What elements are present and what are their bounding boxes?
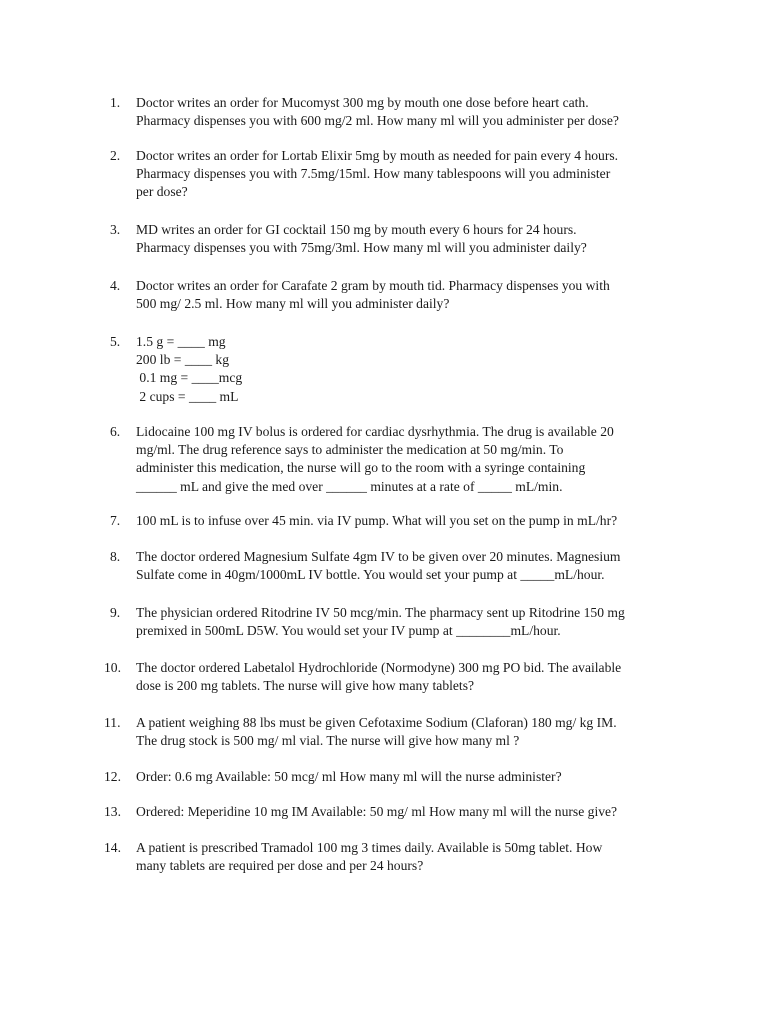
question-text: A patient weighing 88 lbs must be given Cefotaxime Sodium (Claforan) 180 mg/ kg IM. (136, 715, 617, 730)
question-text: dose is 200 mg tablets. The nurse will give how many tablets? (136, 678, 475, 694)
question-5 (110, 333, 710, 406)
question-text: The doctor ordered Labetalol Hydrochloride (Normodyne) 300 mg PO bid. The available (136, 660, 622, 675)
question-text: ______ mL and give the med over ______ minutes at a rate of _____ mL/min. (136, 478, 563, 494)
conversion-line: 1.5 g = ____ mg (136, 334, 226, 349)
question-number: 12. (104, 769, 121, 784)
question-14 (104, 839, 710, 875)
question-text: The drug stock is 500 mg/ ml vial. The nurse will give how many ml ? (136, 733, 520, 749)
question-4 (110, 277, 710, 313)
question-number: 3. (110, 222, 121, 237)
conversion-line: 2 cups = ____ mL (136, 388, 239, 404)
question-text: Order: 0.6 mg Available: 50 mcg/ ml How many ml will the nurse administer? (136, 769, 562, 784)
question-text: mg/ml. The drug reference says to administer the medication at 50 mg/min. To (136, 442, 564, 458)
question-number: 13. (104, 804, 121, 819)
question-number: 2. (110, 148, 121, 163)
question-text: 500 mg/ 2.5 ml. How many ml will you administer daily? (136, 296, 450, 312)
question-3 (110, 221, 710, 257)
question-10 (104, 659, 710, 695)
question-text: Lidocaine 100 mg IV bolus is ordered for cardiac dysrhythmia. The drug is available 20 (136, 424, 614, 439)
question-number: 1. (110, 95, 121, 110)
conversion-line: 200 lb = ____ kg (136, 352, 230, 368)
question-text: Doctor writes an order for Lortab Elixir 5mg by mouth as needed for pain every 4 hours. (136, 148, 619, 163)
question-7 (110, 512, 710, 530)
question-text: 100 mL is to infuse over 45 min. via IV pump. What will you set on the pump in mL/hr? (136, 513, 618, 528)
question-13 (104, 803, 710, 821)
question-text: Doctor writes an order for Mucomyst 300 mg by mouth one dose before heart cath. (136, 95, 589, 110)
question-text: administer this medication, the nurse will go to the room with a syringe containing (136, 460, 586, 476)
question-text: A patient is prescribed Tramadol 100 mg 3 times daily. Available is 50mg tablet. How (136, 840, 603, 855)
question-9 (110, 604, 710, 640)
question-text: The doctor ordered Magnesium Sulfate 4gm IV to be given over 20 minutes. Magnesium (136, 549, 621, 564)
question-number: 9. (110, 605, 121, 620)
question-text: Sulfate come in 40gm/1000mL IV bottle. You would set your pump at _____mL/hour. (136, 567, 605, 583)
question-6 (110, 423, 710, 496)
question-1 (110, 94, 710, 130)
question-number: 7. (110, 513, 121, 528)
question-text: per dose? (136, 184, 188, 200)
question-number: 11. (104, 715, 121, 730)
question-number: 14. (104, 840, 121, 855)
question-number: 5. (110, 334, 121, 349)
question-8 (110, 548, 710, 584)
question-text: Doctor writes an order for Carafate 2 gram by mouth tid. Pharmacy dispenses you with (136, 278, 610, 293)
question-text: Ordered: Meperidine 10 mg IM Available: 50 mg/ ml How many ml will the nurse give? (136, 804, 618, 819)
question-text: many tablets are required per dose and per 24 hours? (136, 858, 424, 874)
question-number: 10. (104, 660, 121, 675)
question-text: The physician ordered Ritodrine IV 50 mcg/min. The pharmacy sent up Ritodrine 150 mg (136, 605, 625, 620)
question-2 (110, 147, 710, 202)
question-11 (104, 714, 710, 750)
question-number: 8. (110, 549, 121, 564)
conversion-line: 0.1 mg = ____mcg (136, 370, 243, 386)
question-text: Pharmacy dispenses you with 600 mg/2 ml. How many ml will you administer per dose? (136, 113, 619, 129)
question-number: 4. (110, 278, 121, 293)
question-text: Pharmacy dispenses you with 7.5mg/15ml. How many tablespoons will you administer (136, 166, 611, 182)
question-number: 6. (110, 424, 121, 439)
question-text: MD writes an order for GI cocktail 150 mg by mouth every 6 hours for 24 hours. (136, 222, 577, 237)
question-text: Pharmacy dispenses you with 75mg/3ml. How many ml will you administer daily? (136, 240, 587, 256)
question-text: premixed in 500mL D5W. You would set your IV pump at ________mL/hour. (136, 623, 561, 639)
question-12 (104, 768, 710, 786)
